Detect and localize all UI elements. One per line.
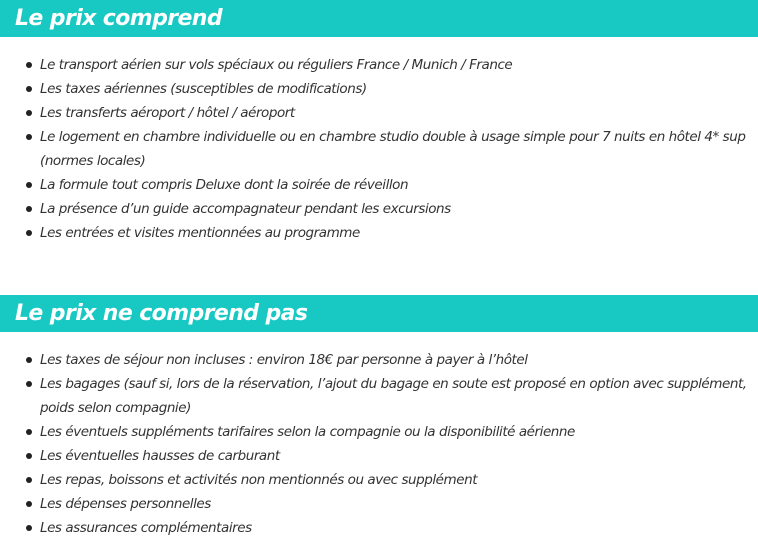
excluded-section-title: Le prix ne comprend pas (15, 300, 308, 326)
excluded-list (0, 348, 758, 540)
excluded-section-header (0, 295, 758, 332)
included-section-header (0, 0, 758, 37)
list-item: Le transport aérien sur vols spéciaux ou réguliers France / Munich / France (0, 53, 758, 77)
included-section-title: Le prix comprend (15, 5, 222, 31)
list-item: Les entrées et visites mentionnées au programme (0, 221, 758, 245)
list-item: Les éventuels suppléments tarifaires selon la compagnie ou la disponibilité aérienne (0, 420, 758, 444)
list-item: Les éventuelles hausses de carburant (0, 444, 758, 468)
list-item: La présence d’un guide accompagnateur pendant les excursions (0, 197, 758, 221)
list-item: Les assurances complémentaires (0, 516, 758, 540)
list-item: Les bagages (sauf si, lors de la réservation, l’ajout du bagage en soute est proposé en option avec supplément, poids selon compagnie) (0, 372, 758, 420)
list-item: Les taxes de séjour non incluses : environ 18€ par personne à payer à l’hôtel (0, 348, 758, 372)
list-item: Les repas, boissons et activités non mentionnés ou avec supplément (0, 468, 758, 492)
list-item: Les transferts aéroport / hôtel / aéroport (0, 101, 758, 125)
list-item: Les taxes aériennes (susceptibles de modifications) (0, 77, 758, 101)
list-item: La formule tout compris Deluxe dont la soirée de réveillon (0, 173, 758, 197)
list-item: Les dépenses personnelles (0, 492, 758, 516)
list-item: Le logement en chambre individuelle ou en chambre studio double à usage simple pour 7 nuits en hôtel 4* sup (normes locales) (0, 125, 758, 173)
included-list (0, 53, 758, 245)
